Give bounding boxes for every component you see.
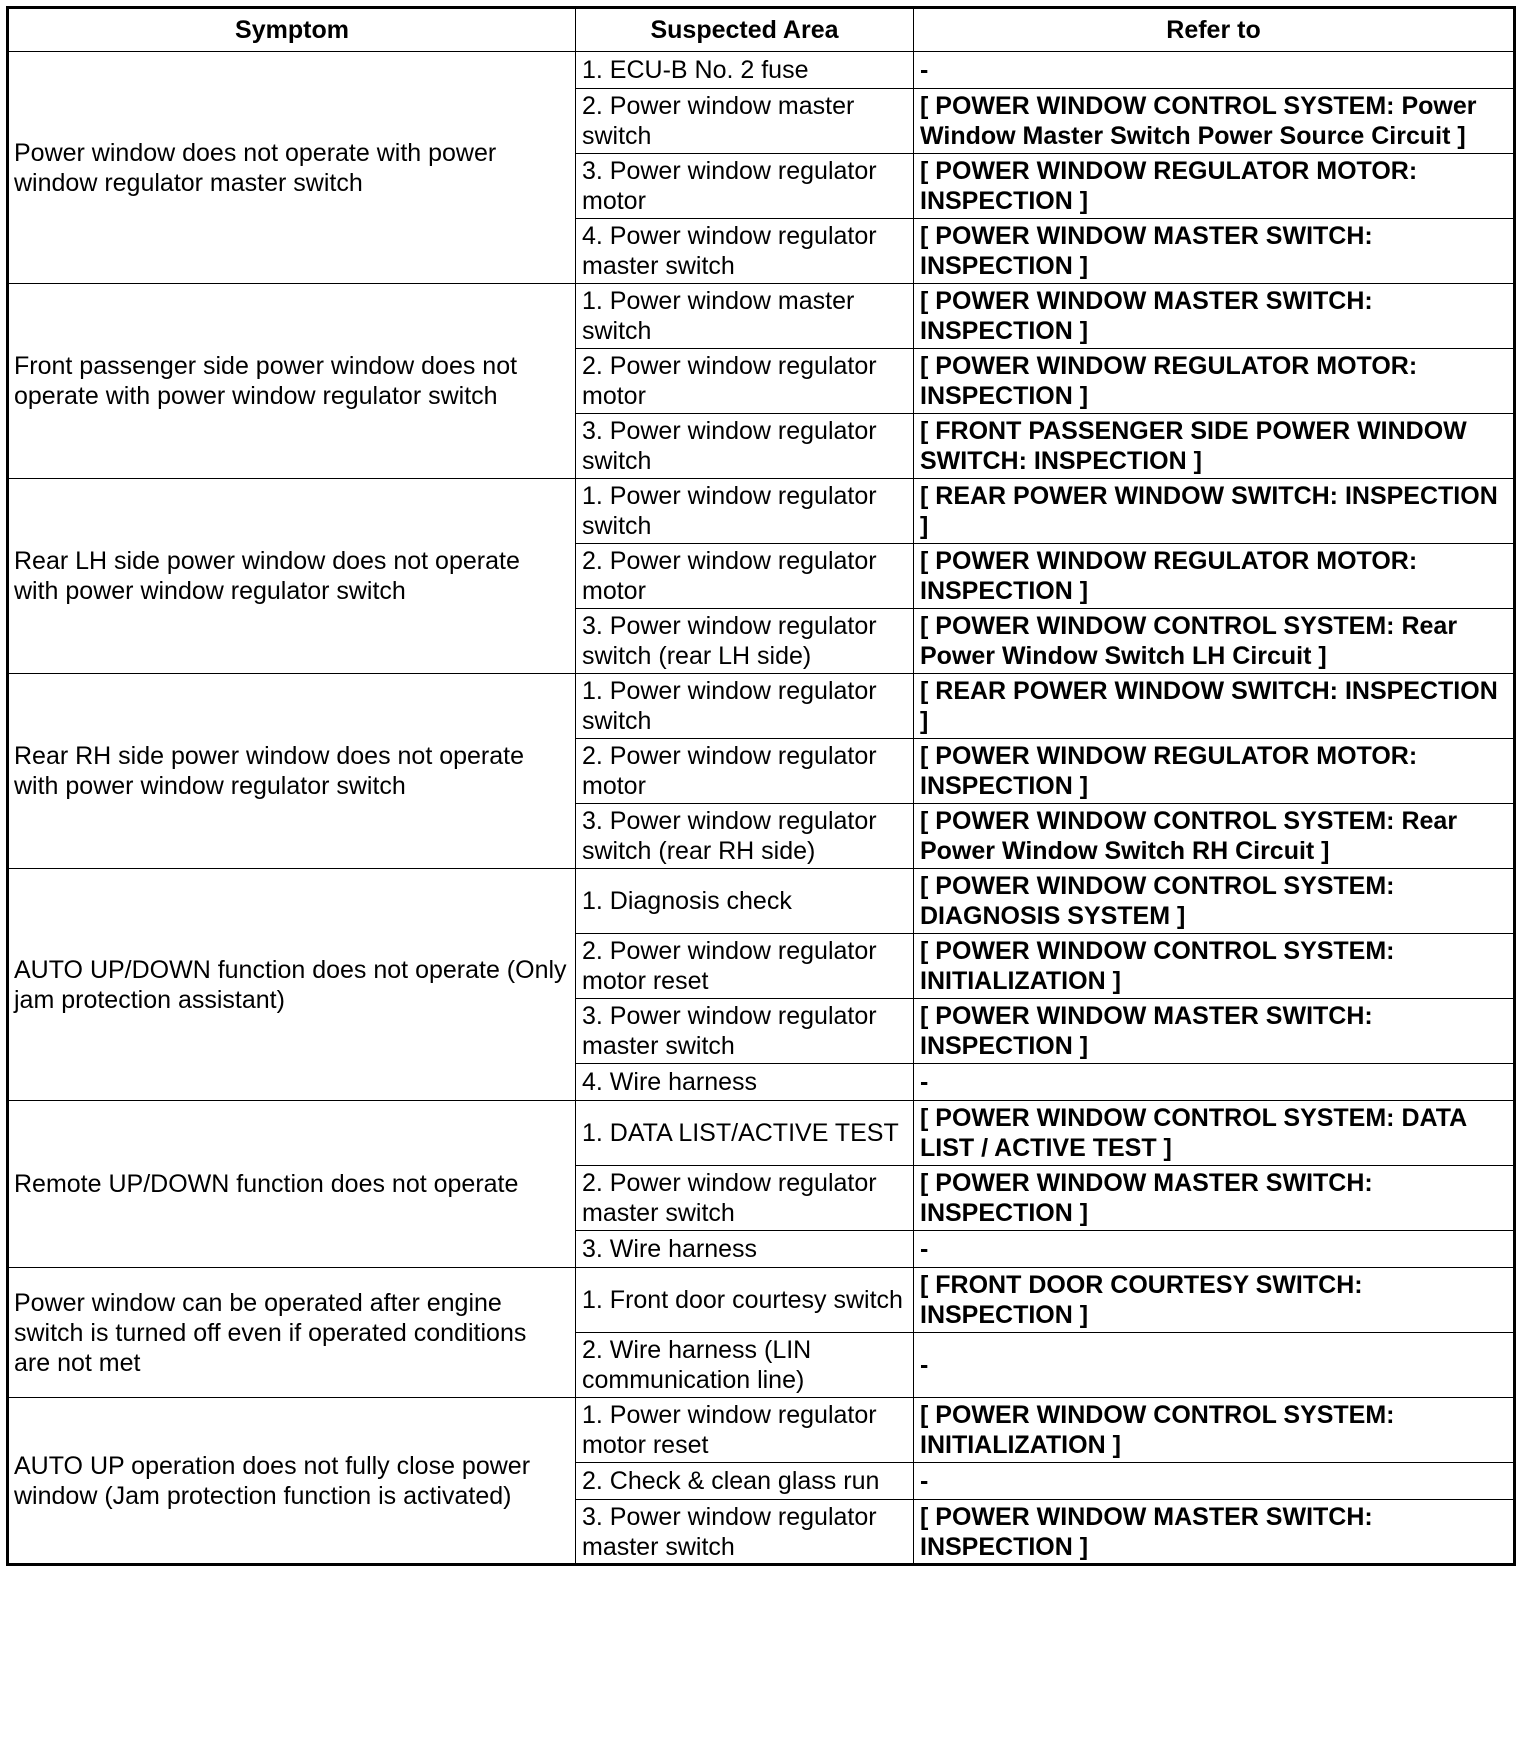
refer-to-cell: [ POWER WINDOW MASTER SWITCH: INSPECTION ] (914, 1166, 1515, 1231)
refer-to-cell: [ POWER WINDOW CONTROL SYSTEM: Rear Power Window Switch RH Circuit ] (914, 804, 1515, 869)
suspected-area-cell: 1. Power window regulator switch (576, 479, 914, 544)
suspected-area-cell: 3. Power window regulator switch (rear LH side) (576, 609, 914, 674)
table-body (8, 52, 1515, 1565)
refer-to-cell: [ POWER WINDOW CONTROL SYSTEM: INITIALIZATION ] (914, 1398, 1515, 1463)
refer-to-cell: - (914, 1463, 1515, 1500)
symptom-cell: Rear RH side power window does not operate with power window regulator switch (8, 674, 576, 869)
suspected-area-cell: 2. Wire harness (LIN communication line) (576, 1333, 914, 1398)
symptom-cell: Front passenger side power window does not operate with power window regulator switch (8, 284, 576, 479)
symptom-cell: Rear LH side power window does not operate with power window regulator switch (8, 479, 576, 674)
suspected-area-cell: 2. Power window regulator motor (576, 739, 914, 804)
refer-to-cell: [ POWER WINDOW REGULATOR MOTOR: INSPECTION ] (914, 544, 1515, 609)
suspected-area-cell: 2. Power window regulator motor (576, 349, 914, 414)
suspected-area-cell: 1. Power window regulator motor reset (576, 1398, 914, 1463)
troubleshooting-table (6, 6, 1516, 1566)
suspected-area-cell: 2. Power window regulator motor (576, 544, 914, 609)
refer-to-cell: [ POWER WINDOW REGULATOR MOTOR: INSPECTION ] (914, 154, 1515, 219)
refer-to-cell: [ POWER WINDOW MASTER SWITCH: INSPECTION ] (914, 284, 1515, 349)
symptom-cell: AUTO UP operation does not fully close power window (Jam protection function is activated) (8, 1398, 576, 1565)
table-row (8, 1398, 1515, 1463)
header-suspected-area: Suspected Area (576, 8, 914, 52)
table-row (8, 284, 1515, 349)
suspected-area-cell: 1. Diagnosis check (576, 869, 914, 934)
table-row (8, 869, 1515, 934)
suspected-area-cell: 3. Power window regulator switch (576, 414, 914, 479)
table-row (8, 52, 1515, 89)
refer-to-cell: [ POWER WINDOW CONTROL SYSTEM: Power Window Master Switch Power Source Circuit ] (914, 89, 1515, 154)
suspected-area-cell: 1. Power window master switch (576, 284, 914, 349)
suspected-area-cell: 2. Power window master switch (576, 89, 914, 154)
suspected-area-cell: 1. Power window regulator switch (576, 674, 914, 739)
suspected-area-cell: 1. ECU-B No. 2 fuse (576, 52, 914, 89)
suspected-area-cell: 3. Wire harness (576, 1231, 914, 1268)
suspected-area-cell: 3. Power window regulator master switch (576, 999, 914, 1064)
suspected-area-cell: 3. Power window regulator motor (576, 154, 914, 219)
refer-to-cell: [ POWER WINDOW CONTROL SYSTEM: DATA LIST / ACTIVE TEST ] (914, 1101, 1515, 1166)
header-row (8, 8, 1515, 52)
refer-to-cell: - (914, 1333, 1515, 1398)
symptom-cell: Power window can be operated after engine switch is turned off even if operated conditions are not met (8, 1268, 576, 1398)
refer-to-cell: - (914, 52, 1515, 89)
symptom-cell: Remote UP/DOWN function does not operate (8, 1101, 576, 1268)
suspected-area-cell: 2. Power window regulator motor reset (576, 934, 914, 999)
table-row (8, 1268, 1515, 1333)
header-refer-to: Refer to (914, 8, 1515, 52)
refer-to-cell: [ FRONT DOOR COURTESY SWITCH: INSPECTION ] (914, 1268, 1515, 1333)
table-row (8, 1101, 1515, 1166)
refer-to-cell: [ POWER WINDOW REGULATOR MOTOR: INSPECTION ] (914, 739, 1515, 804)
suspected-area-cell: 1. DATA LIST/ACTIVE TEST (576, 1101, 914, 1166)
suspected-area-cell: 4. Power window regulator master switch (576, 219, 914, 284)
refer-to-cell: [ REAR POWER WINDOW SWITCH: INSPECTION ] (914, 674, 1515, 739)
refer-to-cell: [ POWER WINDOW MASTER SWITCH: INSPECTION ] (914, 219, 1515, 284)
table-row (8, 674, 1515, 739)
refer-to-cell: [ POWER WINDOW MASTER SWITCH: INSPECTION ] (914, 999, 1515, 1064)
refer-to-cell: [ FRONT PASSENGER SIDE POWER WINDOW SWITCH: INSPECTION ] (914, 414, 1515, 479)
symptom-cell: Power window does not operate with power window regulator master switch (8, 52, 576, 284)
suspected-area-cell: 2. Check & clean glass run (576, 1463, 914, 1500)
suspected-area-cell: 3. Power window regulator master switch (576, 1500, 914, 1565)
refer-to-cell: - (914, 1231, 1515, 1268)
symptom-cell: AUTO UP/DOWN function does not operate (Only jam protection assistant) (8, 869, 576, 1101)
refer-to-cell: [ POWER WINDOW CONTROL SYSTEM: DIAGNOSIS SYSTEM ] (914, 869, 1515, 934)
header-symptom: Symptom (8, 8, 576, 52)
refer-to-cell: [ POWER WINDOW MASTER SWITCH: INSPECTION ] (914, 1500, 1515, 1565)
refer-to-cell: [ POWER WINDOW CONTROL SYSTEM: INITIALIZATION ] (914, 934, 1515, 999)
refer-to-cell: [ REAR POWER WINDOW SWITCH: INSPECTION ] (914, 479, 1515, 544)
suspected-area-cell: 3. Power window regulator switch (rear RH side) (576, 804, 914, 869)
table-row (8, 479, 1515, 544)
refer-to-cell: [ POWER WINDOW REGULATOR MOTOR: INSPECTION ] (914, 349, 1515, 414)
suspected-area-cell: 1. Front door courtesy switch (576, 1268, 914, 1333)
suspected-area-cell: 2. Power window regulator master switch (576, 1166, 914, 1231)
refer-to-cell: [ POWER WINDOW CONTROL SYSTEM: Rear Power Window Switch LH Circuit ] (914, 609, 1515, 674)
refer-to-cell: - (914, 1064, 1515, 1101)
suspected-area-cell: 4. Wire harness (576, 1064, 914, 1101)
